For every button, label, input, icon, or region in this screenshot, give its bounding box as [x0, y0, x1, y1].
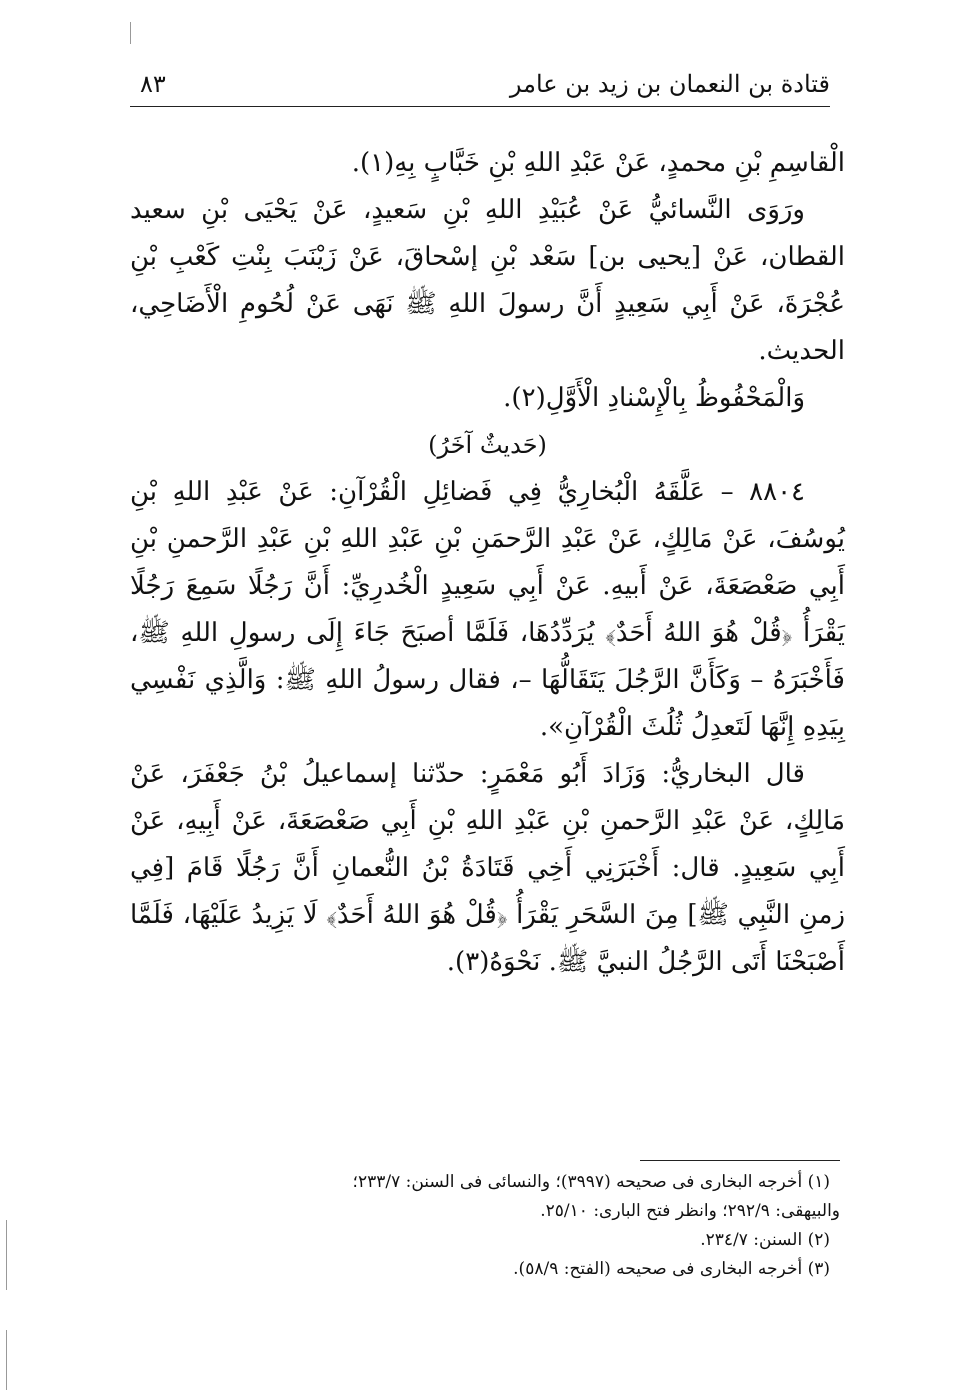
- section-heading: (حَديثٌ آخَرُ): [428, 431, 547, 459]
- paragraph-2: ورَوَى النَّسائيُّ عَنْ عُبَيْدِ اللهِ بْنِ سَعيدٍ، عَنْ يَحْيَى بْنِ سعيد القطان، عَنْ [يحيى بن] سَعْد بْنِ إسْحاقَ، عَنْ زَيْنَبَ بِنْتِ كَعْبِ بْنِ عُجْرَةَ، عَنْ أَبِي سَعِيدٍ أَنَّ رسولَ اللهِ ﷺ نَهَى عَنْ لُحُومِ الْأَضَاحِي، الحديث.: [130, 195, 845, 366]
- running-title: قتادة بن النعمان بن زيد بن عامر: [509, 70, 830, 98]
- paragraph-3: وَالْمَحْفُوظُ بِالْإِسْنادِ الْأَوَّلِ(٢).: [503, 383, 805, 413]
- running-header: [140, 66, 830, 102]
- footnote-3: (٣) أخرجه البخارى فى صحيحه (الفتح: ٥٨/٩).: [513, 1259, 830, 1279]
- footnote-2: (٢) السنن: ٢٣٤/٧.: [700, 1230, 830, 1250]
- footnotes: [120, 1168, 840, 1284]
- page-number: ٨٣: [140, 70, 166, 98]
- paragraph-1: الْقاسِمِ بْنِ محمدٍ، عَنْ عَبْدِ اللهِ بْنِ خَبَّابٍ بِهِ(١).: [351, 148, 845, 178]
- scan-margin-mark: [6, 1330, 7, 1390]
- paragraph-5: قال البخاريُّ: وَزَادَ أَبُو مَعْمَرٍ: حدّثنا إسماعيلُ بْنُ جَعْفَرَ، عَنْ مَالِكٍ، عَنْ عَبْدِ الرَّحمنِ بْنِ عَبْدِ اللهِ بْنِ أَبِي صَعْصَعَةَ، عَنْ أَبِيهِ، عَنْ أَبِي سَعِيدٍ. قال: أَخْبَرَنِي أَخِي قَتَادَةُ بْنُ النُّعمانِ أَنَّ رَجُلًا قَامَ [فِي زمنِ النَّبِي ﷺ] مِنَ السَّحَرِ يَقْرَأُ ﴿قُلْ هُوَ اللهُ أَحَدٌ﴾ لَا يَزِيدُ عَلَيْهَا، فَلَمَّا أَصْبَحْنَا أَتَى الرَّجُلُ النبيَّ ﷺ. نَحْوَهُ(٣).: [130, 759, 845, 977]
- footnote-1-continued: والبيهقى: ٢٩٢/٩؛ وانظر فتح البارى: ٢٥/١٠.: [540, 1201, 840, 1221]
- footnote-1: (١) أخرجه البخارى فى صحيحه (٣٩٩٧)؛ والنسائى فى السنن: ٢٣٣/٧؛: [352, 1172, 830, 1192]
- header-rule: [130, 106, 830, 107]
- scan-margin-mark: [6, 1220, 7, 1290]
- footnote-rule: [640, 1160, 840, 1161]
- hadith-8804: ٨٨٠٤ – عَلَّقَهُ الْبُخارِيُّ فِي فَضائِلِ الْقُرْآنِ: عَنْ عَبْدِ اللهِ بْنِ يُوسُفَ، عَنْ مَالِكٍ، عَنْ عَبْدِ الرَّحمَنِ بْنِ عَبْدِ اللهِ بْنِ عَبْدِ الرَّحمنِ بْنِ أَبِي صَعْصَعَةَ، عَنْ أَبيهِ. عَنْ أَبِي سَعِيدٍ الْخُدرِيِّ: أَنَّ رَجُلًا سَمِعَ رَجُلًا يَقْرَأُ ﴿قُلْ هُوَ اللهُ أَحَدٌ﴾ يُرَدِّدُهَا، فَلَمَّا أصبَحَ جَاءَ إِلَى رسولِ اللهِ ﷺ، فَأَخْبَرَهُ – وَكَأَنَّ الرَّجُلَ يَتَقَالُّهَا –، فقال رسولُ اللهِ ﷺ: وَالَّذِي نَفْسِي بِيَدِهِ إِنَّهَا لَتَعدِلُ ثُلُثَ الْقُرْآنِ».: [130, 477, 845, 742]
- main-text: [130, 140, 845, 986]
- scan-margin-mark: [130, 22, 131, 44]
